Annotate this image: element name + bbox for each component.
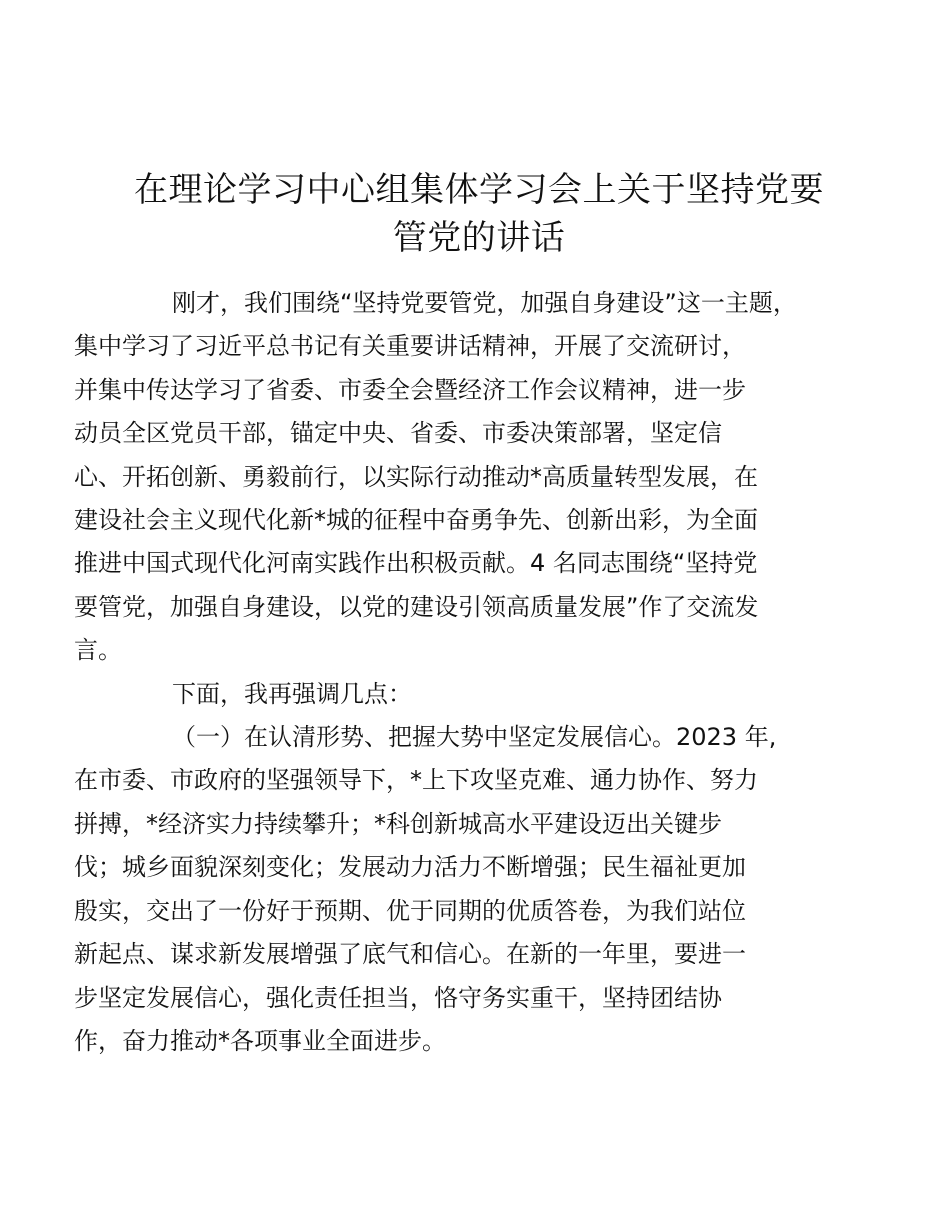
document-body <box>74 282 835 1063</box>
text-line: 要管党，加强自身建设，以党的建设引领高质量发展”作了交流发 <box>74 592 759 621</box>
text-line: 拼搏，*经济实力持续攀升；*科创新城高水平建设迈出关键步 <box>74 809 722 838</box>
text-line: 心、开拓创新、勇毅前行，以实际行动推动*高质量转型发展，在 <box>74 462 758 491</box>
text-line: 伐；城乡面貌深刻变化；发展动力活力不断增强；民生福祉更加 <box>74 853 746 882</box>
paragraph-intro <box>74 282 835 673</box>
text-line: 下面，我再强调几点： <box>172 679 412 708</box>
text-line: 在市委、市政府的坚强领导下，*上下攻坚克难、通力协作、努力 <box>74 766 758 795</box>
text-line: 刚才，我们围绕“坚持党要管党，加强自身建设”这一主题， <box>172 289 797 317</box>
text-line: 推进中国式现代化河南实践作出积极贡献。4 名同志围绕“坚持党 <box>74 549 758 578</box>
document-title <box>120 166 838 262</box>
paragraph-point-one <box>74 716 835 1063</box>
title-line: 管党的讲话 <box>392 218 566 258</box>
text-line: 并集中传达学习了省委、市委全会暨经济工作会议精神，进一步 <box>74 375 746 404</box>
text-line: 言。 <box>74 636 122 665</box>
text-line: 步坚定发展信心，强化责任担当，恪守务实重干，坚持团结协 <box>74 983 722 1012</box>
text-line: 殷实，交出了一份好于预期、优于同期的优质答卷，为我们站位 <box>74 896 746 925</box>
text-line: 作，奋力推动*各项事业全面进步。 <box>74 1026 446 1055</box>
title-line: 在理论学习中心组集体学习会上关于坚持党要 <box>134 170 824 210</box>
text-line: 集中学习了习近平总书记有关重要讲话精神，开展了交流研讨， <box>74 332 746 361</box>
paragraph-transition <box>123 673 835 716</box>
text-line: 建设社会主义现代化新*城的征程中奋勇争先、创新出彩，为全面 <box>74 506 758 535</box>
text-line: 新起点、谋求新发展增强了底气和信心。在新的一年里，要进一 <box>74 940 746 969</box>
text-line: （一）在认清形势、把握大势中坚定发展信心。2023 年, <box>172 723 777 752</box>
text-line: 动员全区党员干部，锚定中央、省委、市委决策部署，坚定信 <box>74 419 722 448</box>
